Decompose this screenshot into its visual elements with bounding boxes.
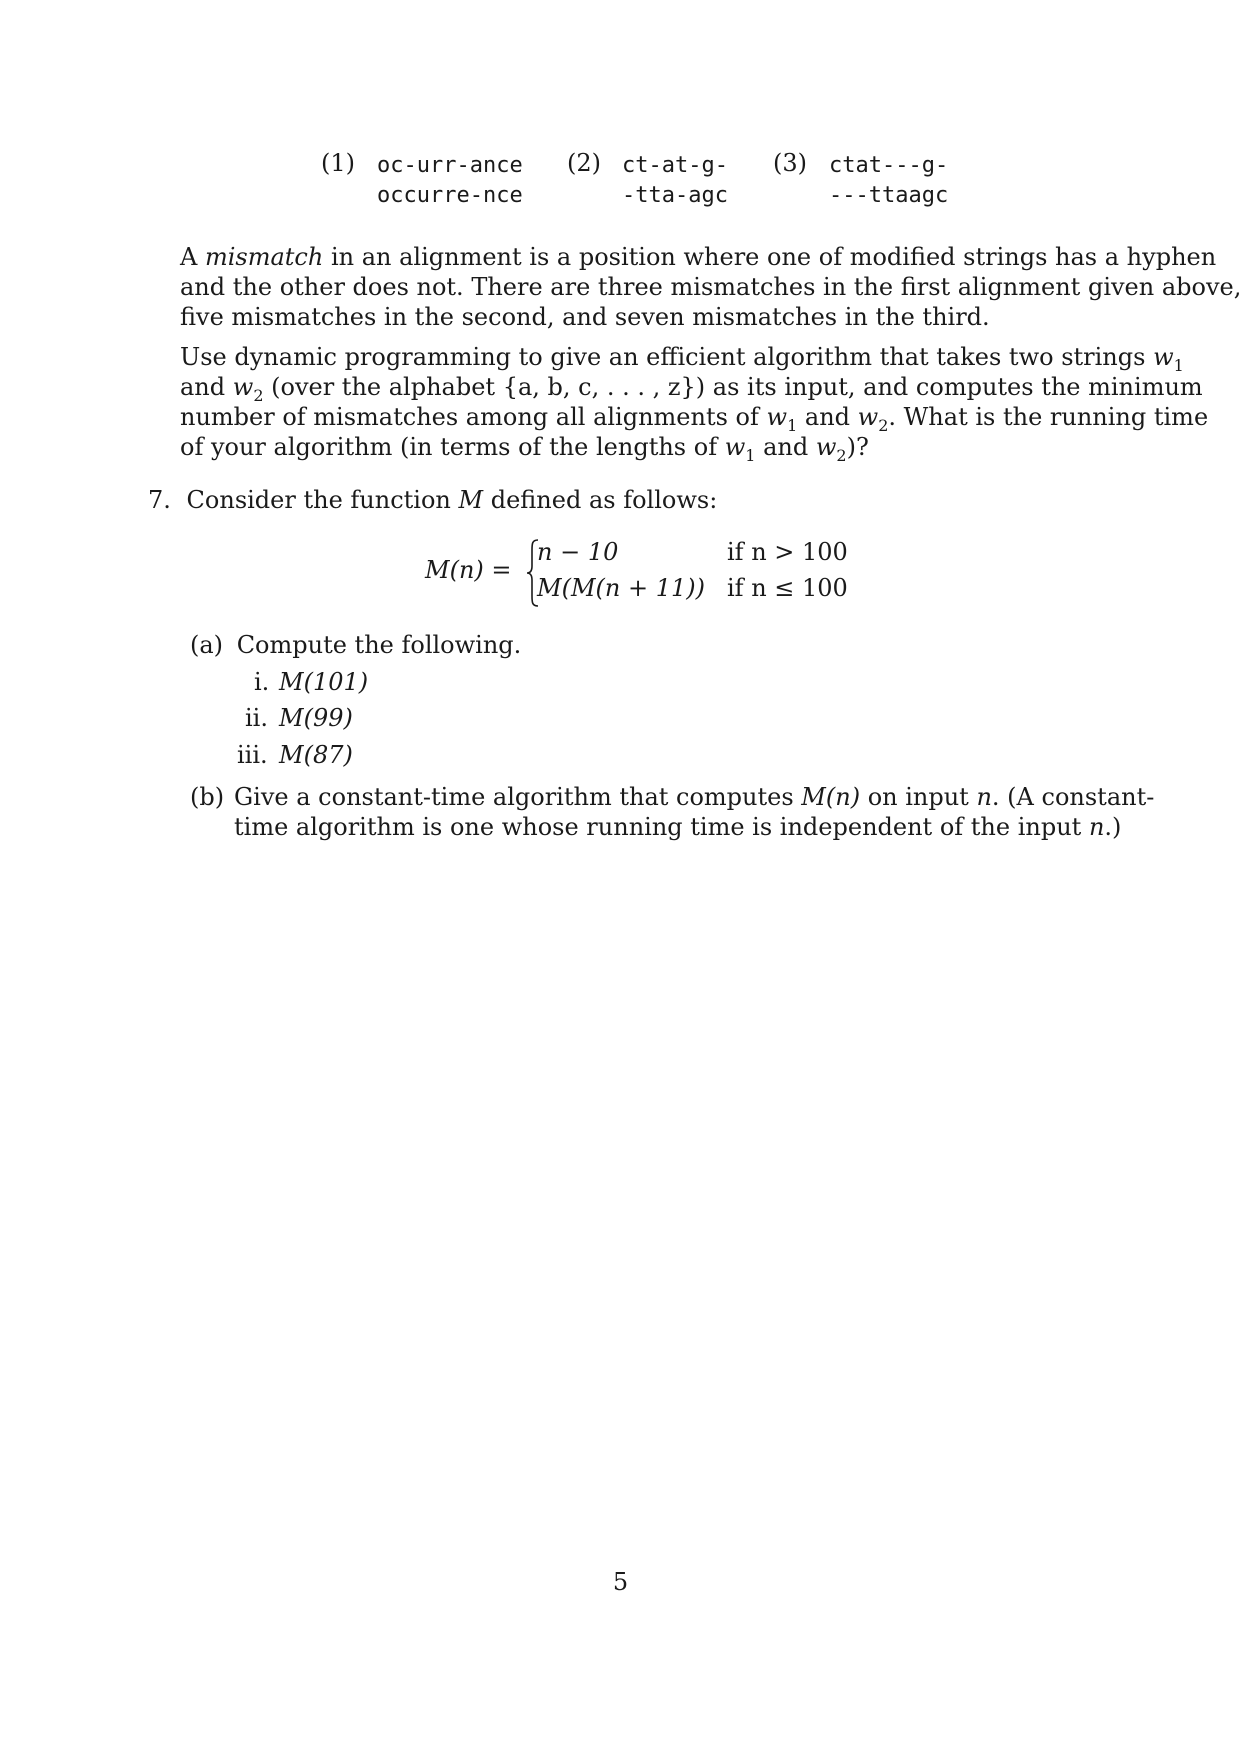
text: of your algorithm (in terms of the lengths of	[180, 433, 725, 461]
part-text: Compute the following.	[236, 631, 522, 659]
var-w: w	[857, 403, 879, 431]
part-label: (b)	[190, 783, 225, 811]
text: )?	[846, 433, 869, 461]
var-n: n	[976, 783, 992, 811]
var-n: n	[1088, 813, 1105, 841]
text: in an alignment is a position where one of modified strings has a hyphen	[323, 243, 1217, 271]
text: and the other does not. There are three mismatches in the first alignment given above,	[180, 273, 1241, 301]
alignment-top-string: ctat---g-	[829, 153, 949, 178]
alignment-label: (1)	[321, 149, 355, 177]
item-number: iii.	[237, 741, 268, 769]
list-item	[254, 667, 369, 697]
mismatch-definition-paragraph	[180, 242, 1241, 332]
list-item	[237, 740, 353, 770]
case-1-expression: n − 10	[537, 538, 619, 566]
item-expression: M(99)	[279, 704, 353, 732]
subscript: 2	[878, 415, 889, 435]
text: Consider the function	[186, 486, 459, 514]
alphabet-set: a, b, c, . . . , z	[517, 373, 681, 401]
part-label: (a)	[190, 631, 224, 659]
text: and	[755, 433, 816, 461]
text: defined as follows:	[483, 486, 718, 514]
text: . What is the running time	[888, 403, 1209, 431]
var-w: w	[1153, 343, 1174, 371]
emphasized-term: mismatch	[204, 243, 324, 271]
text: time algorithm is one whose running time is independent of the input	[234, 813, 1089, 841]
part-a	[190, 630, 521, 660]
text: Use dynamic programming to give an efficient algorithm that takes two strings	[180, 343, 1154, 371]
alignment-bottom-string: -tta-agc	[622, 183, 728, 208]
equation-lhs: M(n) =	[425, 556, 512, 584]
text: Give a constant-time algorithm that computes	[234, 783, 802, 811]
piecewise-equation	[425, 538, 855, 608]
item-number: i.	[254, 668, 270, 696]
text: on input	[860, 783, 977, 811]
problem-7-statement	[148, 485, 717, 515]
text: .)	[1104, 813, 1122, 841]
text: and	[797, 403, 858, 431]
var-w: w	[815, 433, 837, 461]
case-1-condition: if n > 100	[727, 538, 848, 566]
text: (over the alphabet {	[263, 373, 518, 401]
item-expression: M(87)	[279, 741, 353, 769]
text: five mismatches in the second, and seven mismatches in the third.	[180, 303, 990, 331]
subscript: 1	[1173, 355, 1184, 375]
text: . (A constant-	[991, 783, 1155, 811]
alignment-bottom-string: ---ttaagc	[829, 183, 949, 208]
list-item	[245, 703, 353, 733]
subscript: 1	[787, 415, 798, 435]
item-number: ii.	[245, 704, 268, 732]
math-expression: M(n)	[801, 783, 861, 811]
text: number of mismatches among all alignments of	[180, 403, 767, 431]
subscript: 2	[253, 385, 264, 405]
part-b-text	[234, 782, 1155, 842]
alignment-label: (2)	[567, 149, 601, 177]
page-number: 5	[612, 1568, 629, 1596]
case-2-expression: M(M(n + 11))	[537, 574, 705, 602]
item-expression: M(101)	[279, 668, 369, 696]
alignment-top-string: ct-at-g-	[622, 153, 728, 178]
subscript: 1	[745, 445, 756, 465]
problem-number: 7.	[148, 486, 171, 514]
text: A	[180, 243, 205, 271]
case-2-condition: if n ≤ 100	[727, 574, 848, 602]
alignment-bottom-string: occurre-nce	[377, 183, 523, 208]
var-w: w	[232, 373, 254, 401]
subscript: 2	[836, 445, 847, 465]
var-w: w	[766, 403, 788, 431]
alignment-label: (3)	[773, 149, 807, 177]
alignment-top-string: oc-urr-ance	[377, 153, 523, 178]
dp-question-paragraph	[180, 342, 1209, 465]
function-name: M	[458, 486, 484, 514]
var-w: w	[724, 433, 746, 461]
text: }) as its input, and computes the minimum	[680, 373, 1203, 401]
text: and	[180, 373, 233, 401]
